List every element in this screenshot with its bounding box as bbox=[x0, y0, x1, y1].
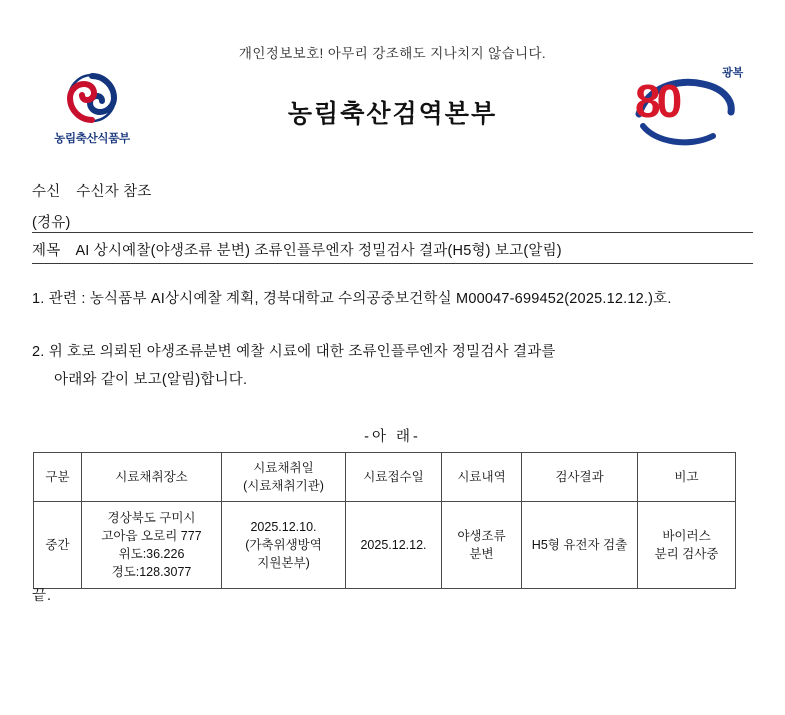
cell-line: 2025.12.10. bbox=[250, 520, 317, 534]
table-header-cell bbox=[442, 453, 522, 502]
recipient-row bbox=[32, 180, 152, 201]
cell-remark bbox=[638, 502, 736, 589]
via-row bbox=[32, 211, 70, 232]
table-header-cell bbox=[34, 453, 82, 502]
table-row bbox=[34, 502, 736, 589]
cell-line: 야생조류 bbox=[457, 529, 506, 543]
cell-line: 고아읍 오로리 777 bbox=[101, 529, 202, 543]
end-mark: 끝. bbox=[32, 588, 53, 604]
page-title: 농림축산검역본부 bbox=[287, 100, 498, 128]
cell-line: 위도:36.226 bbox=[118, 547, 185, 561]
header-line1: 시료접수일 bbox=[363, 470, 424, 484]
cell-line: 경상북도 구미시 bbox=[107, 511, 196, 525]
header-line1: 시료채취일 bbox=[253, 461, 314, 475]
cell-receipt-date bbox=[346, 502, 442, 589]
cell-line: 2025.12.12. bbox=[360, 538, 427, 552]
table-header-cell bbox=[82, 453, 222, 502]
anniversary-label: 광복 bbox=[722, 67, 743, 79]
header-line1: 비고 bbox=[674, 470, 699, 484]
paragraph-report-line1: 2. 위 호로 의뢰된 야생조류분변 예찰 시료에 대한 조류인플루엔자 정밀검사 결과를 bbox=[32, 344, 556, 360]
cell-line: 지원본부) bbox=[257, 556, 310, 570]
paragraph-reference: 1. 관련 : 농식품부 AI상시예찰 계획, 경북대학교 수의공중보건학실 M00047-699452(2025.12.12.)호. bbox=[32, 291, 672, 307]
cell-line: 바이러스 bbox=[662, 529, 711, 543]
subject-row bbox=[32, 239, 562, 260]
cell-location bbox=[82, 502, 222, 589]
anniversary-number: 80 bbox=[635, 75, 679, 127]
table-header-row bbox=[34, 453, 736, 502]
cell-line: 분변 bbox=[469, 547, 494, 561]
header-line2: (시료채취기관) bbox=[243, 479, 324, 493]
divider-top bbox=[32, 232, 753, 233]
cell-line: 분리 검사중 bbox=[654, 547, 719, 561]
cell-division bbox=[34, 502, 82, 589]
anniversary-emblem bbox=[633, 62, 743, 144]
divider-bottom bbox=[32, 263, 753, 264]
header-line1: 구분 bbox=[45, 470, 70, 484]
privacy-notice: 개인정보보호! 아무리 강조해도 지나치지 않습니다. bbox=[238, 46, 547, 61]
table-header-cell bbox=[638, 453, 736, 502]
cell-line: (가축위생방역 bbox=[245, 538, 322, 552]
result-table bbox=[33, 452, 736, 589]
arae-marker: -아 래- bbox=[364, 429, 421, 445]
table-header-cell bbox=[522, 453, 638, 502]
government-emblem-label: 농림축산식품부 bbox=[54, 133, 130, 145]
table-header-cell bbox=[222, 453, 346, 502]
header-line1: 시료채취장소 bbox=[115, 470, 188, 484]
paragraph-report-line2: 아래와 같이 보고(알림)합니다. bbox=[54, 372, 248, 388]
subject-label: 제목 bbox=[32, 243, 61, 259]
subject-value: AI 상시예찰(야생조류 분변) 조류인플루엔자 정밀검사 결과(H5형) 보고(알림) bbox=[75, 243, 562, 259]
header-line1: 검사결과 bbox=[555, 470, 604, 484]
cell-result bbox=[522, 502, 638, 589]
table-header-cell bbox=[346, 453, 442, 502]
paragraph-report bbox=[32, 338, 757, 394]
cell-line: H5형 유전자 검출 bbox=[531, 538, 628, 552]
recipient-value: 수신자 참조 bbox=[76, 184, 152, 200]
recipient-label: 수신 bbox=[32, 184, 61, 200]
result-table-wrapper bbox=[33, 452, 735, 589]
via-label: (경유) bbox=[32, 215, 71, 231]
header-line1: 시료내역 bbox=[457, 470, 506, 484]
cell-line: 경도:128.3077 bbox=[111, 565, 192, 579]
cell-collect-date bbox=[222, 502, 346, 589]
cell-line: 중간 bbox=[45, 538, 70, 552]
cell-sample bbox=[442, 502, 522, 589]
